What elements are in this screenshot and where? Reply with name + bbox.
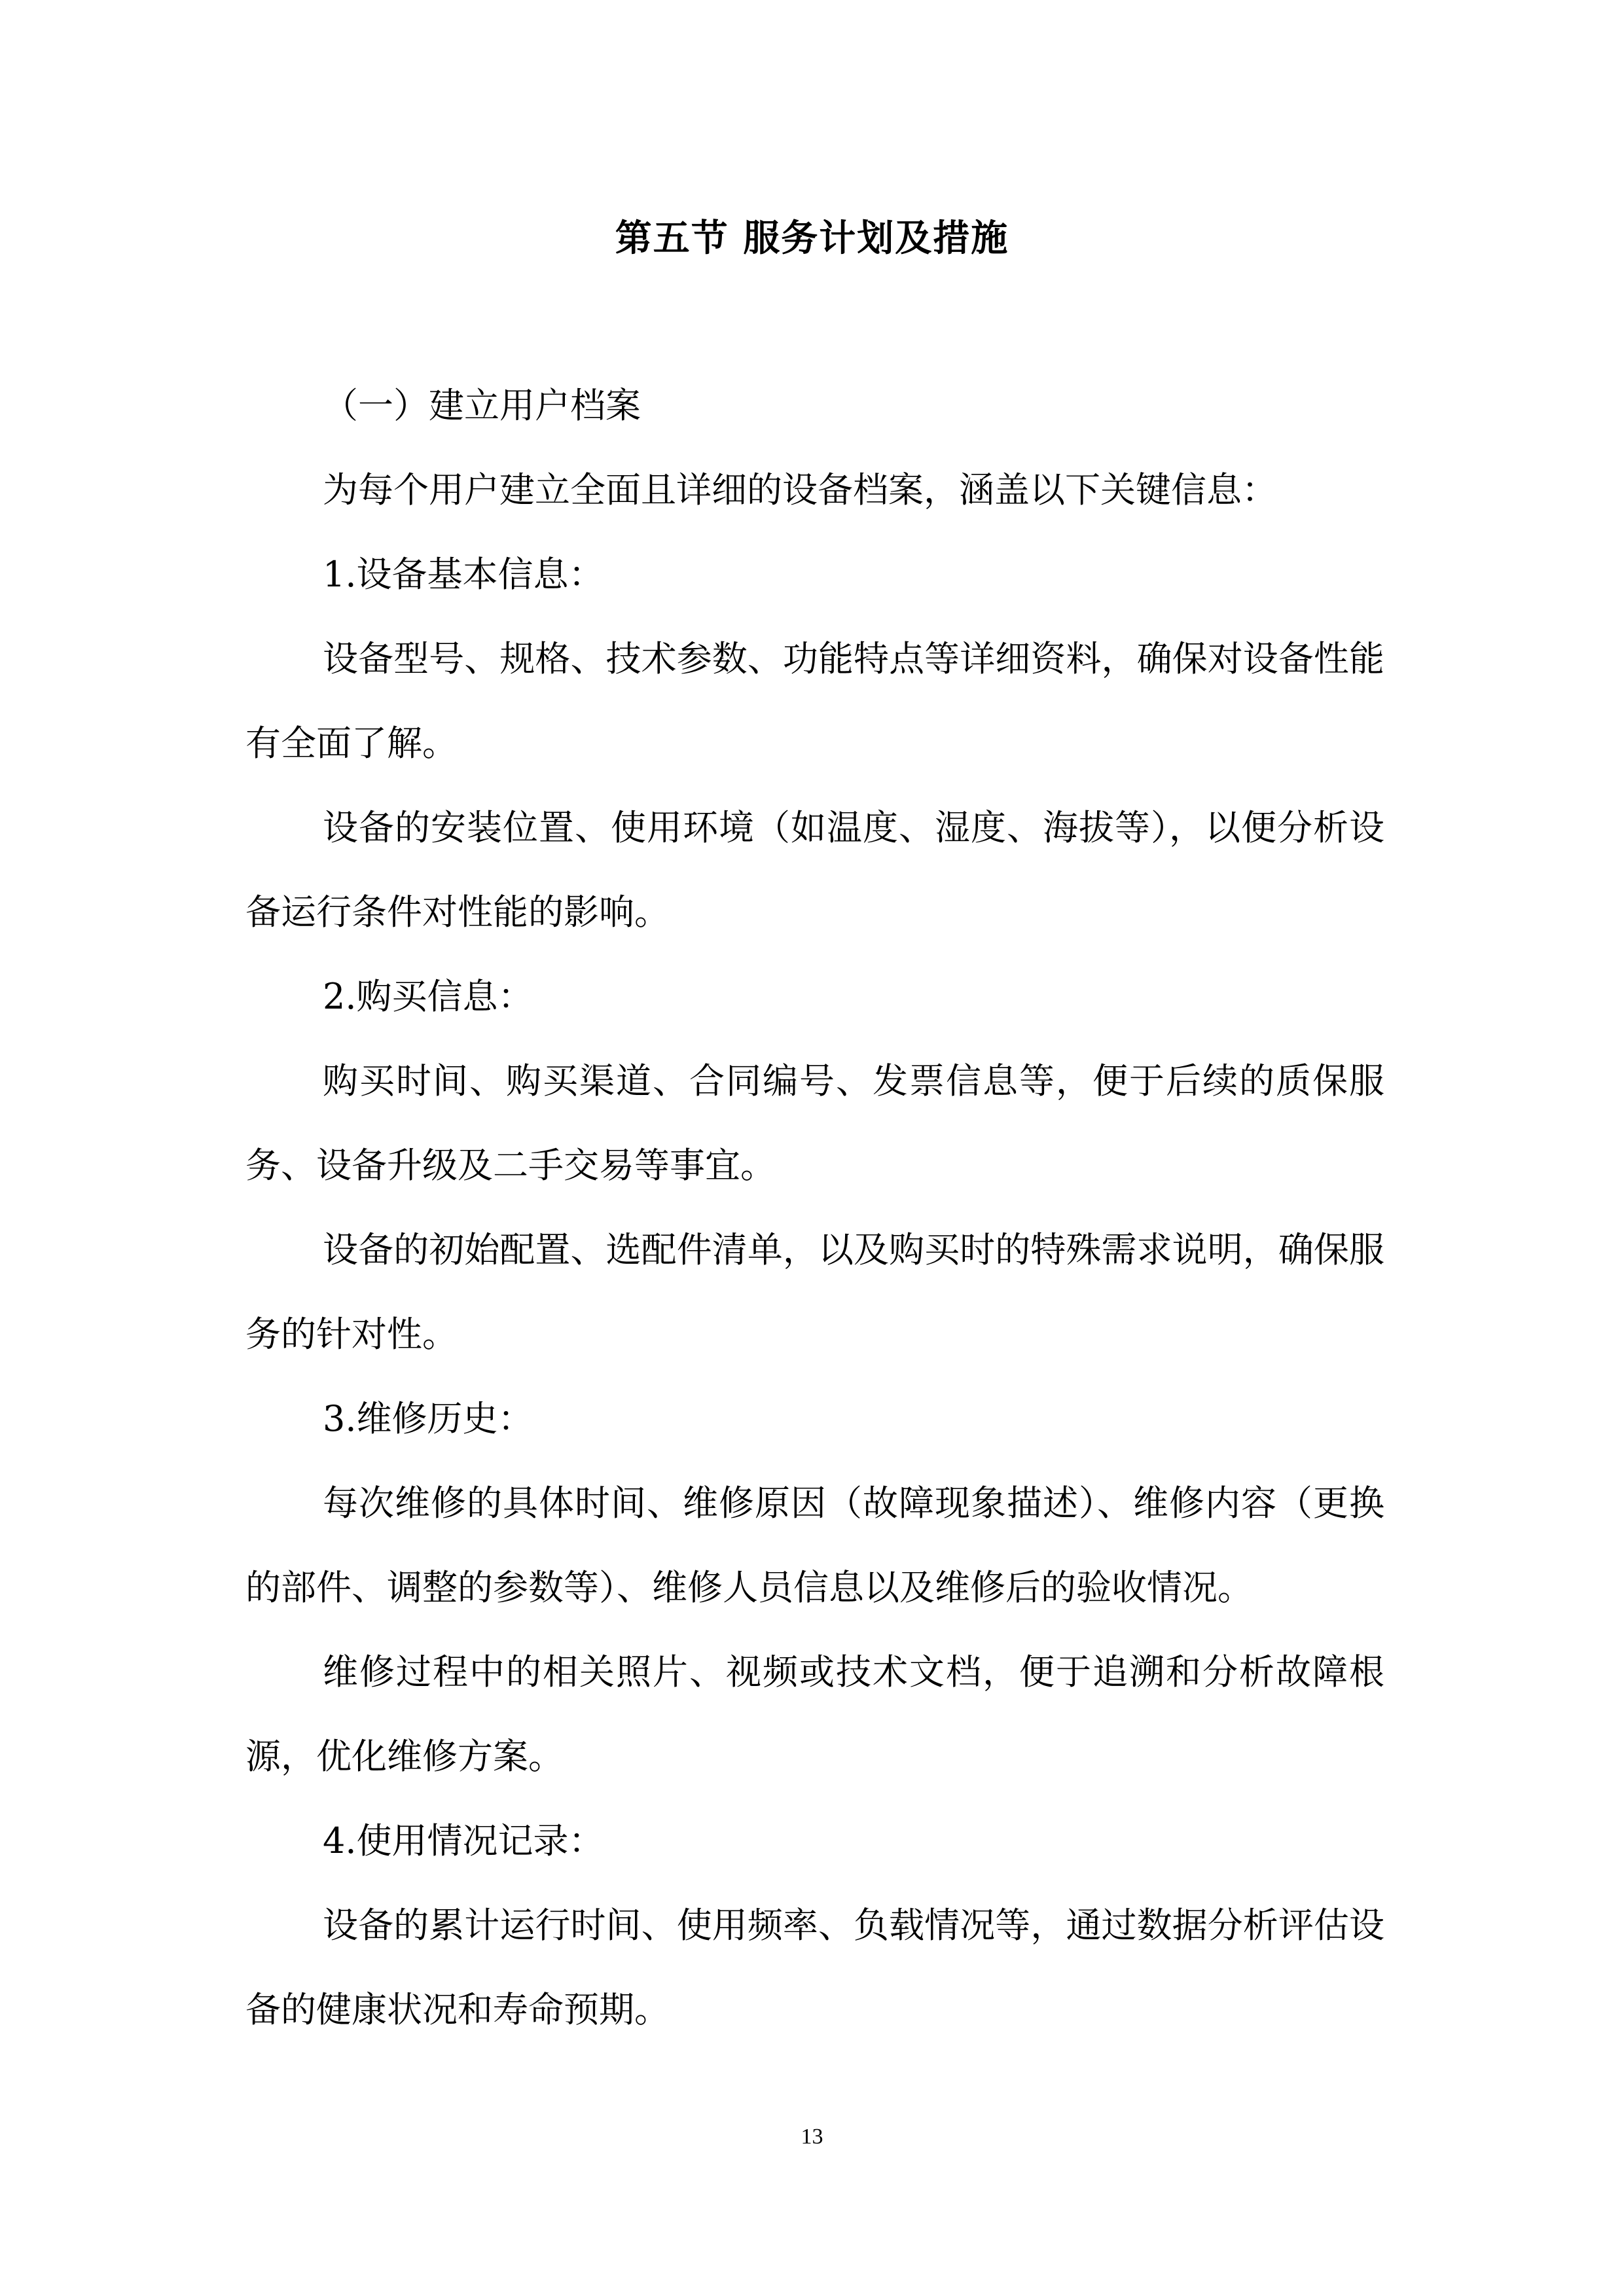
section-title: 第五节 服务计划及措施	[615, 217, 1009, 260]
subheading-usage-records: 4.使用情况记录：	[323, 1820, 604, 1861]
subheading-basic-info: 1.设备基本信息：	[323, 554, 604, 595]
paragraph-intro: 为每个用户建立全面且详细的设备档案，涵盖以下关键信息：	[323, 469, 1277, 511]
paragraph-repair-history-1: 每次维修的具体时间、维修原因（故障现象描述）、维修内容（更换的部件、调整的参数等）、维修人员信息以及维修后的验收情况。	[245, 1482, 1384, 1608]
heading-establish-user-records: （一）建立用户档案	[323, 385, 641, 426]
paragraph-repair-history-2: 维修过程中的相关照片、视频或技术文档，便于追溯和分析故障根源，优化维修方案。	[245, 1651, 1384, 1777]
page-number: 13	[801, 2125, 823, 2149]
paragraph-purchase-info-2: 设备的初始配置、选配件清单，以及购买时的特殊需求说明，确保服务的针对性。	[245, 1229, 1384, 1355]
paragraph-purchase-info-1: 购买时间、购买渠道、合同编号、发票信息等，便于后续的质保服务、设备升级及二手交易等事宜。	[245, 1060, 1384, 1186]
paragraph-basic-info-1: 设备型号、规格、技术参数、功能特点等详细资料，确保对设备性能有全面了解。	[245, 638, 1384, 764]
subheading-repair-history: 3.维修历史：	[323, 1398, 533, 1439]
paragraph-usage-records-1: 设备的累计运行时间、使用频率、负载情况等，通过数据分析评估设备的健康状况和寿命预期。	[245, 1905, 1384, 2030]
document-body	[245, 363, 1384, 2052]
subheading-purchase-info: 2.购买信息：	[323, 976, 533, 1017]
paragraph-basic-info-2: 设备的安装位置、使用环境（如温度、湿度、海拔等），以便分析设备运行条件对性能的影响。	[245, 807, 1384, 933]
